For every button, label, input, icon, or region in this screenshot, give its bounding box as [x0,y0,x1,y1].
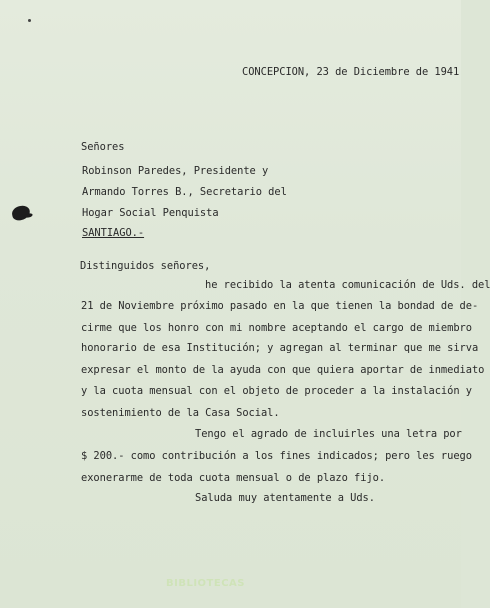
closing-line: Saluda muy atentamente a Uds. [195,492,375,504]
body-line: $ 200.- como contribución a los fines indicados; pero les ruego [81,450,472,462]
body-line: expresar el monto de la ayuda con que quiera aportar de inmediato [81,364,485,376]
body-line: y la cuota mensual con el objeto de proceder a la instalación y [81,385,472,397]
watermark-logo: BIBLIOTECAS [166,578,245,589]
body-line: 21 de Noviembre próximo pasado en la que tienen la bondad de de- [81,300,479,312]
body-line: honorario de esa Institución; y agregan al terminar que me sirva [81,342,479,354]
punch-hole-mark [11,204,32,221]
salutation: Distinguidos señores, [80,260,211,272]
recipient-line: Hogar Social Penquista [82,207,219,219]
body-line: Tengo el agrado de incluirles una letra por [195,428,462,440]
recipient-line: Robinson Paredes, Presidente y [82,165,269,177]
recipient-line: Armando Torres B., Secretario del [82,186,287,198]
body-line: cirme que los honro con mi nombre aceptando el cargo de miembro [81,322,472,334]
body-line: sostenimiento de la Casa Social. [81,407,280,419]
body-line: exonerarme de toda cuota mensual o de plazo fijo. [81,472,386,484]
body-line: he recibido la atenta comunicación de Uds. del [205,279,490,291]
dateline: CONCEPCION, 23 de Diciembre de 1941 [242,66,460,78]
recipient-city: SANTIAGO.- [82,227,145,239]
recipient-line: Señores [81,141,125,153]
paper-speck [28,19,31,22]
